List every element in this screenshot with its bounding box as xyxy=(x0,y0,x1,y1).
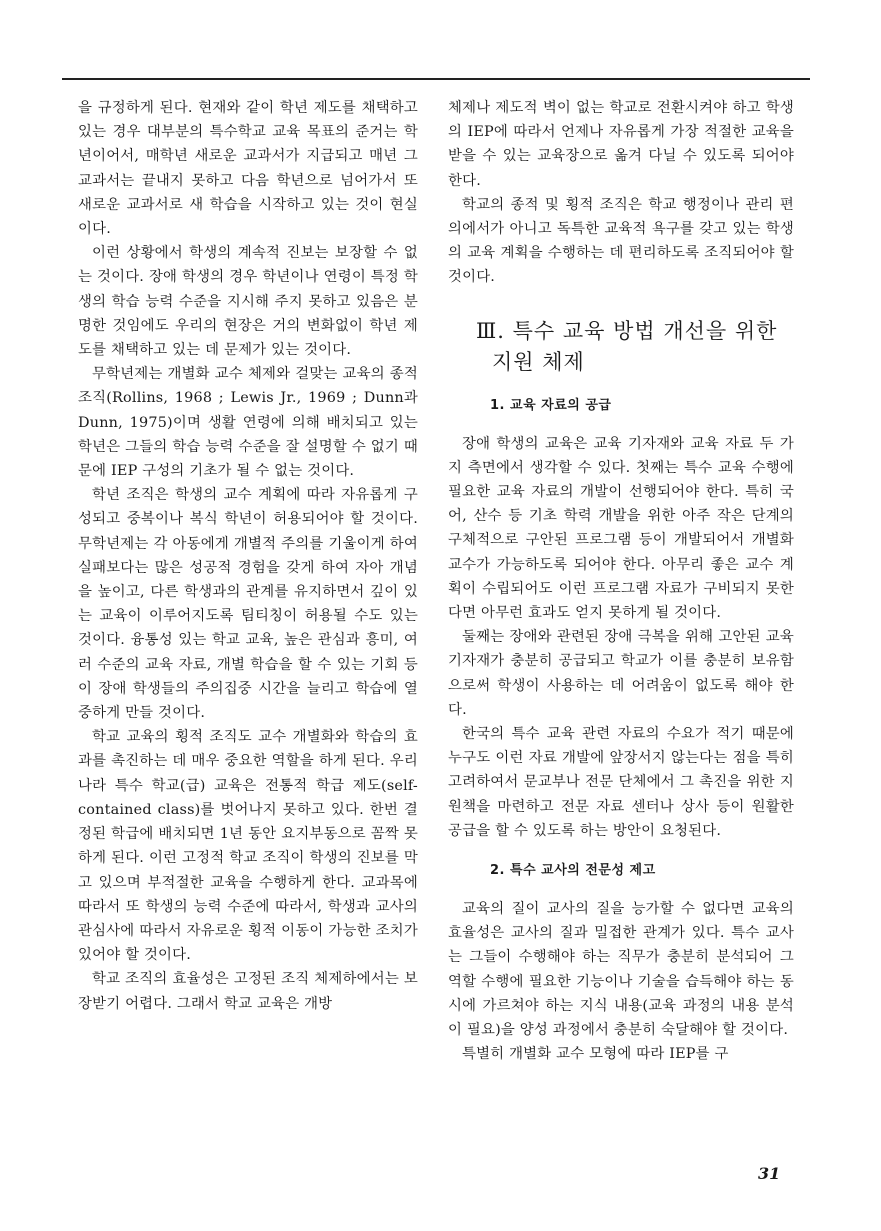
paragraph: 을 규정하게 된다. 현재와 같이 학년 제도를 채택하고 있는 경우 대부분의 특수학교 교육 목표의 준거는 학년이어서, 매학년 새로운 교과서가 지급되고 매년 그 교과서는 끝내지 못하고 다음 학년으로 넘어가서 또 새로운 교과서로 새 학습을 시작하고 있는 것이 현실이다. xyxy=(78,100,418,238)
paragraph: 한국의 특수 교육 관련 자료의 수요가 적기 때문에 누구도 이런 자료 개발에 앞장서지 않는다는 점을 특히 고려하여서 문교부나 전문 단체에서 그 촉진을 위한 지원책을 마련하고 전문 자료 센터나 상사 등이 원활한 공급을 할 수 있도록 하는 방안이 요청된다. xyxy=(448,726,794,839)
paragraph: 이런 상황에서 학생의 계속적 진보는 보장할 수 없는 것이다. 장애 학생의 경우 학년이나 연령이 특정 학생의 학습 능력 수준을 지시해 주지 못하고 있음은 분명한 것임에도 우리의 현장은 거의 변화없이 학년 제도를 채택하고 있는 데 문제가 있는 것이다. xyxy=(78,245,418,359)
paragraph: 학년 조직은 학생의 교수 계획에 따라 자유롭게 구성되고 중복이나 복식 학년이 허용되어야 할 것이다. 무학년제는 각 아동에게 개별적 주의를 기울이게 하여 실패보다는 많은 성공적 경험을 갖게 하여 자아 개념을 높이고, 다른 학생과의 관계를 유지하면서 깊이 있는 교육이 이루어지도록 팀티칭이 허용될 수도 있는 것이다. 융통성 있는 학교 교육, 높은 관심과 흥미, 여러 수준의 교육 자료, 개별 학습을 할 수 있는 기회 등이 장애 학생들의 주의집중 시간을 늘리고 학습에 열중하게 만들 것이다. xyxy=(78,487,418,722)
subsection-heading: 1. 교육 자료의 공급 xyxy=(490,397,612,413)
section-title xyxy=(476,316,794,378)
paragraph: 학교의 종적 및 횡적 조직은 학교 행정이나 관리 편의에서가 아니고 독특한 교육적 욕구를 갖고 있는 학생의 교육 계획을 수행하는 데 편리하도록 조직되어야 할 것이다. xyxy=(448,196,794,286)
paragraph: 체제나 제도적 벽이 없는 학교로 전환시켜야 하고 학생의 IEP에 따라서 언제나 자유롭게 가장 적절한 교육을 받을 수 있는 교육장으로 옮겨 다닐 수 있도록 되어야 한다. xyxy=(448,100,794,189)
header-rule xyxy=(62,78,810,80)
section-title-line2: 지원 체제 xyxy=(492,349,585,374)
left-column xyxy=(78,96,418,1016)
paragraph: 학교 교육의 횡적 조직도 교수 개별화와 학습의 효과를 촉진하는 데 매우 중요한 역할을 하게 된다. 우리 나라 특수 학교(급) 교육은 전통적 학급 제도(self-contained class)를 벗어나지 못하고 있다. 한번 결정된 학급에 배치되면 1년 동안 요지부동으로 꼼짝 못하게 된다. 이런 고정적 학교 조직이 학생의 진보를 막고 있으며 부적절한 교육을 수행하게 한다. 교과목에 따라서 또 학생의 능력 수준에 따라서, 학생과 교사의 관심사에 따라서 자유로운 횡적 이동이 가능한 조치가 있어야 할 것이다. xyxy=(78,729,418,964)
paragraph: 교육의 질이 교사의 질을 능가할 수 없다면 교육의 효율성은 교사의 질과 밀접한 관계가 있다. 특수 교사는 그들이 수행해야 하는 직무가 충분히 분석되어 그 역할 수행에 필요한 기능이나 기술을 습득해야 하는 동시에 가르쳐야 하는 지식 내용(교육 과정의 내용 분석이 필요)을 양성 과정에서 충분히 숙달해야 할 것이다. xyxy=(448,901,794,1039)
paragraph: 둘째는 장애와 관련된 장애 극복을 위해 고안된 교육 기자재가 충분히 공급되고 학교가 이를 충분히 보유함으로써 학생이 사용하는 데 어려움이 없도록 해야 한다. xyxy=(448,629,794,718)
right-column xyxy=(448,96,794,1067)
paragraph: 장애 학생의 교육은 교육 기자재와 교육 자료 두 가지 측면에서 생각할 수 있다. 첫째는 특수 교육 수행에 필요한 교육 자료의 개발이 선행되어야 한다. 특히 국어, 산수 등 기초 학력 개발을 위한 아주 작은 단계의 구체적으로 구안된 프로그램 등이 개발되어서 개별화 교수가 가능하도록 되어야 한다. 아무리 좋은 교수 계획이 수립되어도 이런 프로그램 자료가 구비되지 못한다면 아무런 효과도 얻지 못하게 될 것이다. xyxy=(448,435,794,622)
subsection-heading: 2. 특수 교사의 전문성 제고 xyxy=(490,863,656,879)
paragraph: 특별히 개별화 교수 모형에 따라 IEP를 구 xyxy=(462,1046,729,1063)
paragraph: 학교 조직의 효율성은 고정된 조직 체제하에서는 보장받기 어렵다. 그래서 학교 교육은 개방 xyxy=(78,971,418,1012)
paragraph: 무학년제는 개별화 교수 체제와 걸맞는 교육의 종적 조직(Rollins, 1968 ; Lewis Jr., 1969 ; Dunn과 Dunn, 1975)이며 생활 연령에 의해 배치되고 있는 학년은 그들의 학습 능력 수준을 잘 설명할 수 없기 때문에 IEP 구성의 기초가 될 수 없는 것이다. xyxy=(78,366,418,480)
page-number: 31 xyxy=(758,1164,781,1183)
section-title-line1: Ⅲ. 특수 교육 방법 개선을 위한 xyxy=(476,318,778,343)
